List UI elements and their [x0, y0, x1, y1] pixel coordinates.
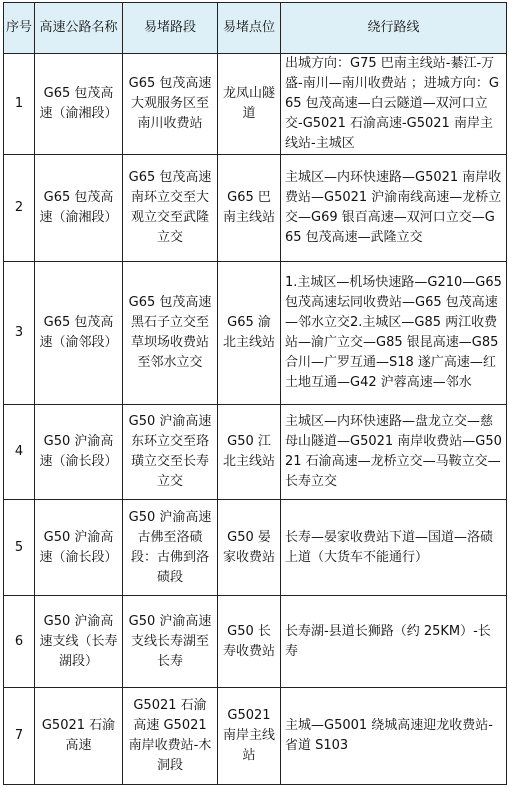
cell-detour-route: 出城方向：G75 巴南主线站-綦江-万盛-南川—南川收费站 ；进城方向：G65 包茂高速—白云隧道—双河口立交-G5021 石渝高速-G5021 南岸主线站-主城区 [281, 54, 507, 155]
header-congestion-point: 易堵点位 [218, 3, 281, 54]
cell-congested-section: G65 包茂高速南环立交至大观立交至武隆立交 [123, 155, 218, 262]
cell-congested-section: G5021 石渝高速 G5021 南岸收费站-木洞段 [123, 688, 218, 785]
table-row [4, 688, 507, 785]
table-row [4, 54, 507, 155]
cell-seq: 4 [4, 405, 35, 500]
cell-road-name: G50 沪渝高速（渝长段） [35, 500, 123, 596]
header-detour-route: 绕行路线 [281, 3, 507, 54]
cell-road-name: G5021 石渝高速 [35, 688, 123, 785]
cell-detour-route: 主城区—内环快速路—G5021 南岸收费站—G5021 沪渝南线高速—龙桥立交—G69 银百高速—双河口立交—G65 包茂高速—武隆立交 [281, 155, 507, 262]
cell-detour-route: 1.主城区—机场快速路—G210—G65 包茂高速坛同收费站—G65 包茂高速—邻水立交2.主城区—G85 两江收费站—渝广立交—G85 银昆高速—G85 合川—广罗互通—S18 遂广高速—红土地互通—G42 沪蓉高速—邻水 [281, 262, 507, 405]
detour-route-table [3, 2, 507, 785]
cell-congestion-point: G50 晏家收费站 [218, 500, 281, 596]
header-seq: 序号 [4, 3, 35, 54]
cell-seq: 7 [4, 688, 35, 785]
table-row [4, 262, 507, 405]
header-road-name: 高速公路名称 [35, 3, 123, 54]
table-header-row [4, 3, 507, 54]
cell-seq: 2 [4, 155, 35, 262]
cell-seq: 6 [4, 596, 35, 688]
cell-congested-section: G65 包茂高速黑石子立交至草坝场收费站至邻水立交 [123, 262, 218, 405]
cell-congestion-point: G65 渝北主线站 [218, 262, 281, 405]
cell-congestion-point: G65 巴南主线站 [218, 155, 281, 262]
cell-detour-route: 主城—G5001 绕城高速迎龙收费站-省道 S103 [281, 688, 507, 785]
table-row [4, 155, 507, 262]
cell-congestion-point: G5021 南岸主线站 [218, 688, 281, 785]
cell-congestion-point: G50 长寿收费站 [218, 596, 281, 688]
cell-seq: 3 [4, 262, 35, 405]
cell-congested-section: G65 包茂高速大观服务区至南川收费站 [123, 54, 218, 155]
cell-road-name: G65 包茂高速（渝邻段） [35, 262, 123, 405]
cell-road-name: G65 包茂高速（渝湘段） [35, 54, 123, 155]
cell-detour-route: 主城区—内环快速路—盘龙立交—慈母山隧道—G5021 南岸收费站—G5021 石渝高速—龙桥立交—马鞍立交—长寿立交 [281, 405, 507, 500]
cell-road-name: G50 沪渝高速支线（长寿湖段） [35, 596, 123, 688]
cell-congested-section: G50 沪渝高速东环立交至珞璜立交至长寿立交 [123, 405, 218, 500]
table-row [4, 405, 507, 500]
cell-seq: 1 [4, 54, 35, 155]
cell-seq: 5 [4, 500, 35, 596]
cell-detour-route: 长寿湖-县道长狮路（约 25KM）-长寿 [281, 596, 507, 688]
table-row [4, 500, 507, 596]
table-row [4, 596, 507, 688]
cell-road-name: G65 包茂高速（渝湘段） [35, 155, 123, 262]
cell-congestion-point: G50 江北主线站 [218, 405, 281, 500]
header-congested-section: 易堵路段 [123, 3, 218, 54]
cell-congested-section: G50 沪渝高速古佛至洛碛段：古佛到洛碛段 [123, 500, 218, 596]
cell-congested-section: G50 沪渝高速支线长寿湖至长寿 [123, 596, 218, 688]
cell-detour-route: 长寿—晏家收费站下道—国道—洛碛上道（大货车不能通行） [281, 500, 507, 596]
cell-road-name: G50 沪渝高速（渝长段） [35, 405, 123, 500]
cell-congestion-point: 龙凤山隧道 [218, 54, 281, 155]
